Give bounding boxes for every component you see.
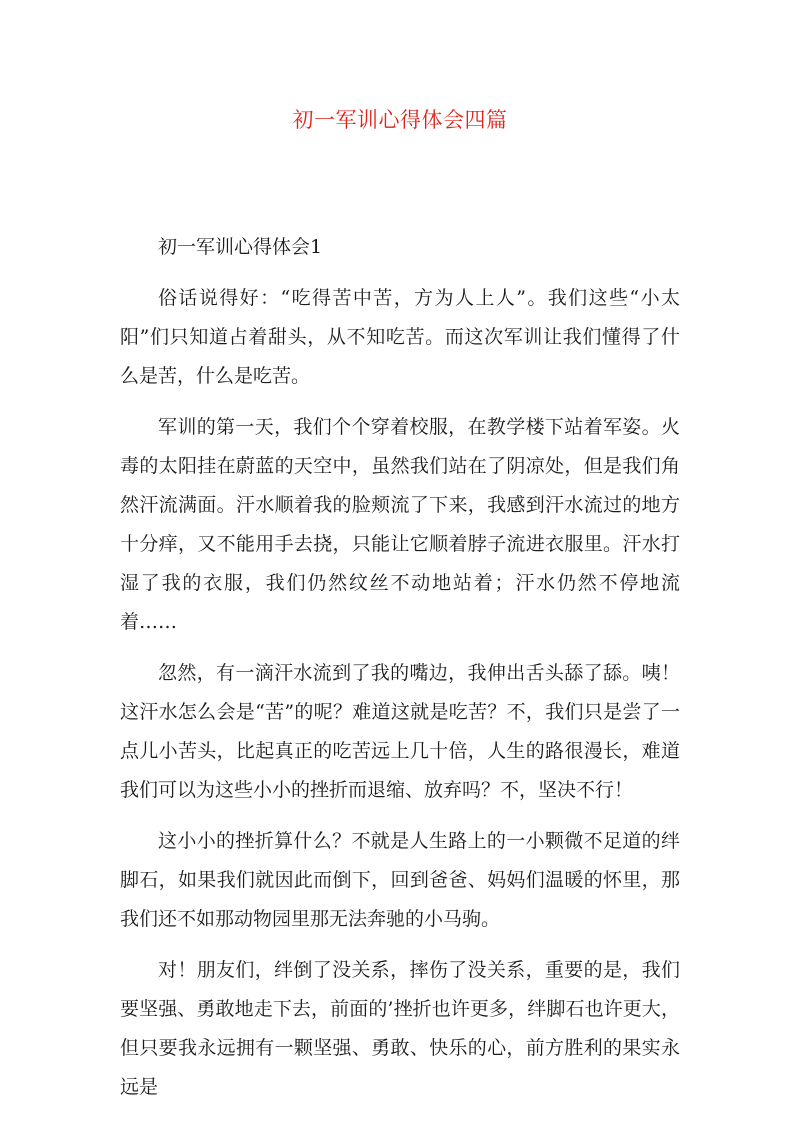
document-body <box>120 228 680 1119</box>
document-title: 初一军训心得体会四篇 <box>292 108 508 132</box>
paragraph-2: 军训的第一天，我们个个穿着校服，在教学楼下站着军姿。火毒的太阳挂在蔚蓝的天空中，虽然我们站在了阴凉处，但是我们角然汗流满面。汗水顺着我的脸颊流了下来，我感到汗水流过的地方十分痒，又不能用手去挠，只能让它顺着脖子流进衣服里。汗水打湿了我的衣服，我们仍然纹丝不动地站着；汗水仍然不停地流着…… <box>120 416 680 633</box>
paragraph-4: 这小小的挫折算什么？不就是人生路上的一小颗微不足道的绊脚石，如果我们就因此而倒下，回到爸爸、妈妈们温暖的怀里，那我们还不如那动物园里那无法奔驰的小马驹。 <box>120 830 680 930</box>
paragraph-3: 忽然，有一滴汗水流到了我的嘴边，我伸出舌头舔了舔。咦！这汗水怎么会是“苦”的呢？难道这就是吃苦？不，我们只是尝了一点儿小苦头，比起真正的吃苦远上几十倍，人生的路很漫长，难道我们可以为这些小小的挫折而退缩、放弃吗？不，坚决不行！ <box>120 662 680 801</box>
paragraph-5: 对！朋友们，绊倒了没关系，摔伤了没关系，重要的是，我们要坚强、勇敢地走下去，前面的’挫折也许更多，绊脚石也许更大，但只要我永远拥有一颗坚强、勇敢、快乐的心，前方胜利的果实永远是 <box>120 959 680 1098</box>
paragraph-1: 俗话说得好：“吃得苦中苦，方为人上人”。我们这些“小太阳”们只知道占着甜头，从不知吃苦。而这次军训让我们懂得了什么是苦，什么是吃苦。 <box>120 287 680 387</box>
section-heading: 初一军训心得体会1 <box>158 236 323 258</box>
